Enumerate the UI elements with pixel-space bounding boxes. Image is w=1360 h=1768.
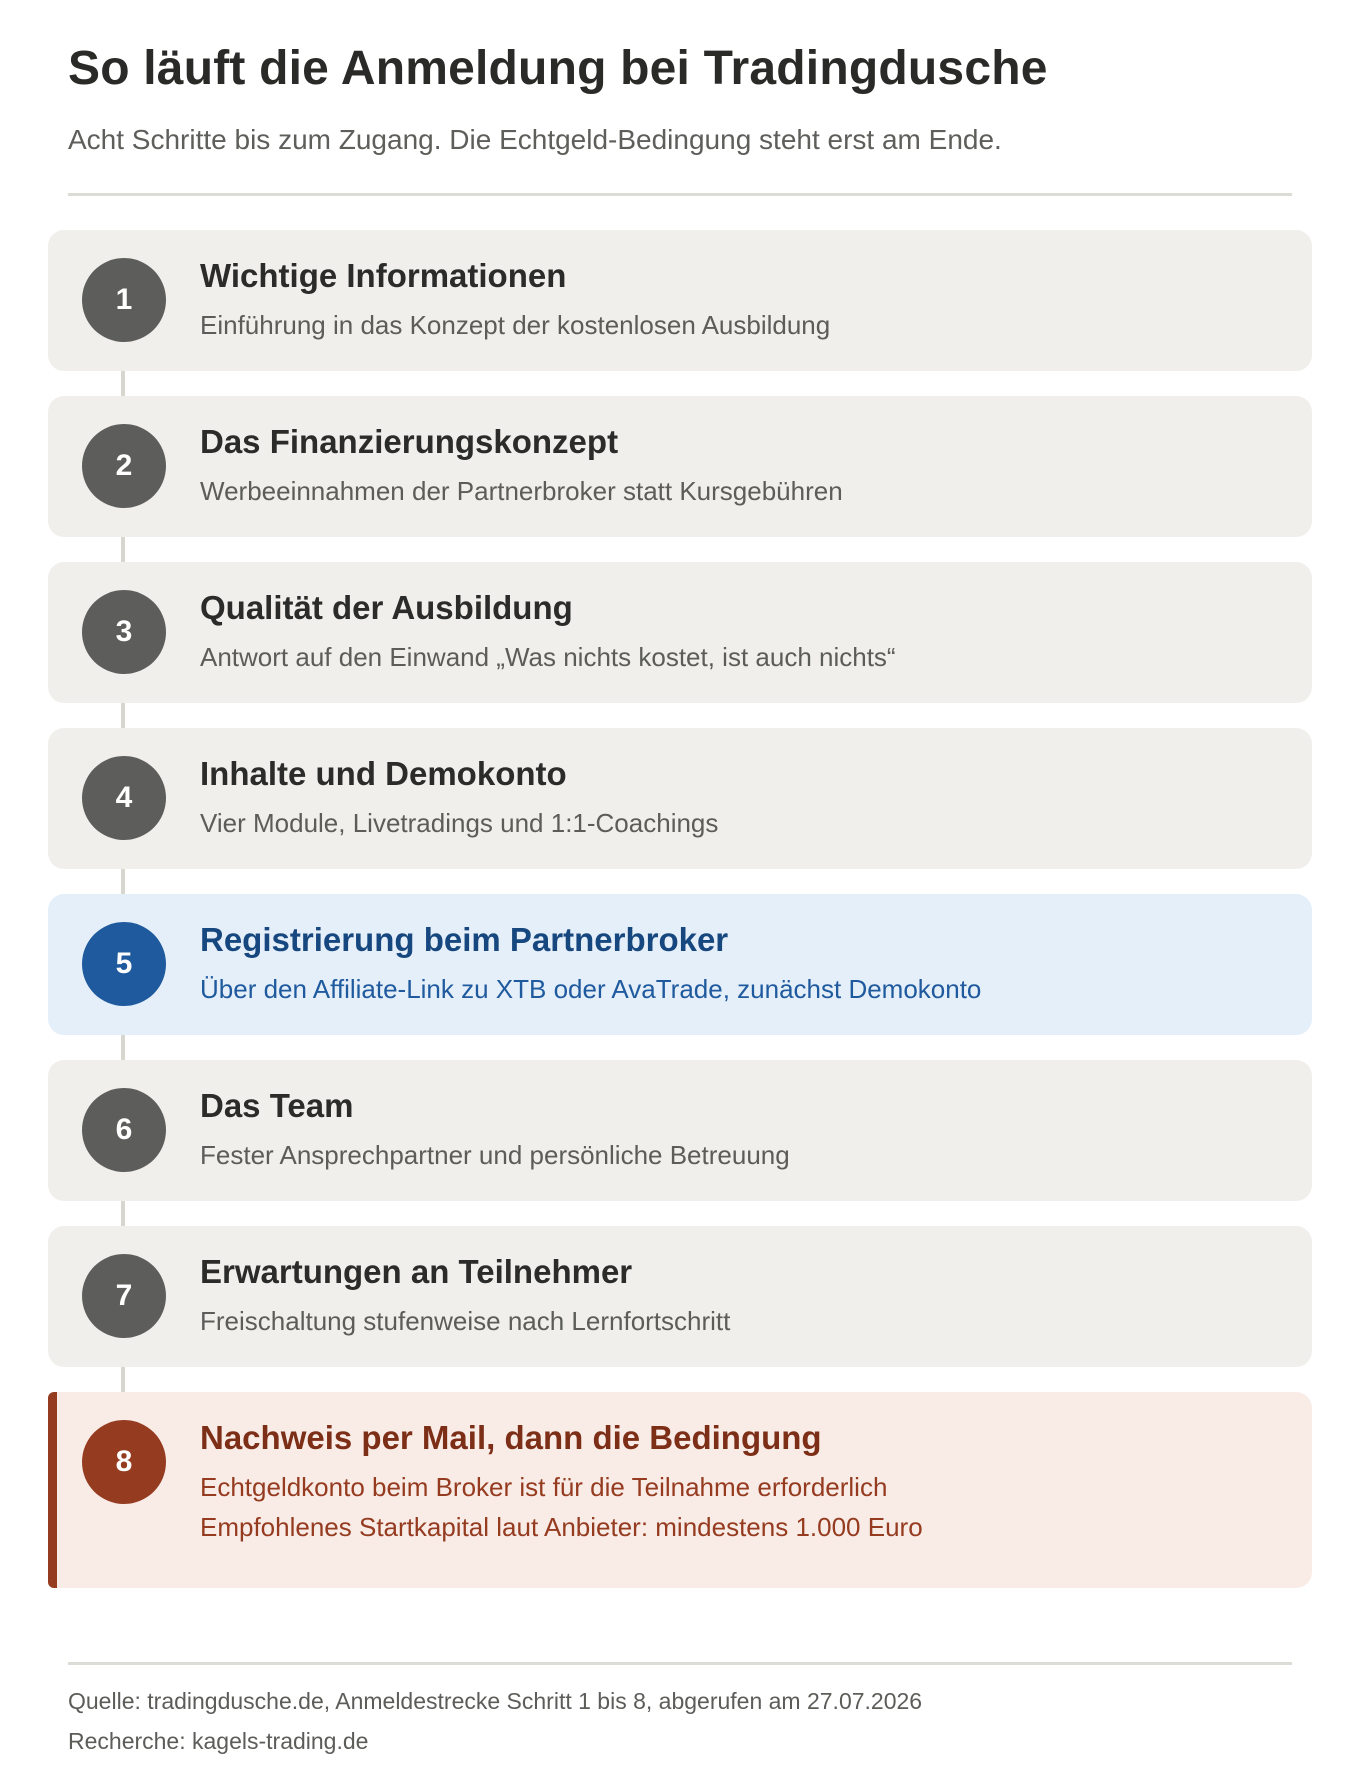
step-number-badge: 6 [82,1088,166,1172]
step-card-3 [48,562,1312,703]
step-connector [121,1035,125,1061]
step-card-1 [48,230,1312,371]
step-description: Fester Ansprechpartner und persönliche Betreuung [200,1140,790,1170]
step-connector [121,1201,125,1227]
step-number-badge: 3 [82,590,166,674]
step-description: Über den Affiliate-Link zu XTB oder AvaTrade, zunächst Demokonto [200,974,982,1004]
step-connector [121,1367,125,1393]
step-number-badge: 5 [82,922,166,1006]
step-card-2 [48,396,1312,537]
research-note: Recherche: kagels-trading.de [68,1728,369,1754]
step-title: Nachweis per Mail, dann die Bedingung [200,1419,822,1456]
step-description: Werbeeinnahmen der Partnerbroker statt Kursgebühren [200,476,843,506]
step-description: Vier Module, Livetradings und 1:1-Coachings [200,808,719,838]
step-card-7 [48,1226,1312,1367]
step-card-8 [48,1392,1312,1588]
step-number-badge: 7 [82,1254,166,1338]
footer-divider [68,1662,1292,1665]
page-subtitle: Acht Schritte bis zum Zugang. Die Echtgeld-Bedingung steht erst am Ende. [68,124,1002,155]
step-connector [121,869,125,895]
step-title: Wichtige Informationen [200,257,567,294]
step-card-4 [48,728,1312,869]
source-note: Quelle: tradingdusche.de, Anmeldestrecke Schritt 1 bis 8, abgerufen am 27.07.2026 [68,1688,923,1714]
step-connector [121,371,125,397]
page-title: So läuft die Anmeldung bei Tradingdusche [68,42,1048,95]
step-title: Inhalte und Demokonto [200,755,567,792]
step-description: Antwort auf den Einwand „Was nichts kostet, ist auch nichts“ [200,642,896,672]
step-title: Registrierung beim Partnerbroker [200,921,729,958]
step-connector [121,703,125,729]
step-card-6 [48,1060,1312,1201]
step-description-secondary: Empfohlenes Startkapital laut Anbieter: mindestens 1.000 Euro [200,1512,923,1542]
step-number-badge: 2 [82,424,166,508]
step-description: Echtgeldkonto beim Broker ist für die Teilnahme erforderlich [200,1472,888,1502]
step-title: Qualität der Ausbildung [200,589,573,626]
step-number-badge: 8 [82,1420,166,1504]
step-title: Das Team [200,1087,354,1124]
step-number-badge: 4 [82,756,166,840]
step-description: Freischaltung stufenweise nach Lernfortschritt [200,1306,731,1336]
step-card-5 [48,894,1312,1035]
step-connector [121,537,125,563]
step-description: Einführung in das Konzept der kostenlosen Ausbildung [200,310,831,340]
step-number-badge: 1 [82,258,166,342]
step-title: Erwartungen an Teilnehmer [200,1253,633,1290]
step-title: Das Finanzierungskonzept [200,423,619,460]
